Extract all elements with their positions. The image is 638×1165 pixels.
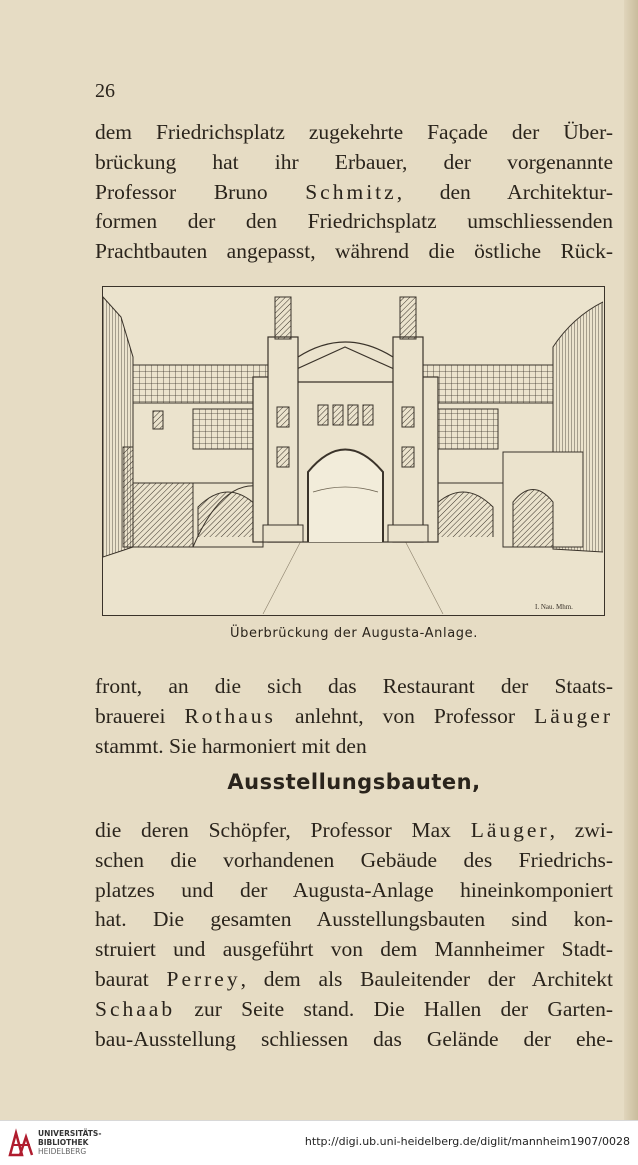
figure-caption: Überbrückung der Augusta-Anlage. (230, 626, 478, 641)
artist-signature: I. Nau. Mhm. (535, 603, 573, 611)
text-line: hat. Die gesamten Ausstellungsbauten sind kon- (95, 907, 613, 932)
text-line: baurat Perrey, dem als Bauleitender der Architekt (95, 966, 613, 991)
text-line: Schaab zur Seite stand. Die Hallen der Garten- (95, 996, 613, 1021)
middle-paragraph (95, 672, 613, 761)
page-number: 26 (95, 80, 115, 102)
text-line: formen der den Friedrichsplatz umschliessenden (95, 209, 613, 234)
bottom-paragraph (95, 816, 613, 1054)
top-paragraph (95, 118, 613, 267)
text-line: struiert und ausgeführt von dem Mannheimer Stadt- (95, 937, 613, 962)
illustration-figure (102, 286, 605, 616)
university-logo-icon (8, 1127, 38, 1159)
text-line: platzes und der Augusta-Anlage hineinkomponiert (95, 877, 613, 902)
source-url-link[interactable]: http://digi.ub.uni-heidelberg.de/diglit/mannheim1907/0028 (304, 1135, 630, 1148)
text-line: bau-Ausstellung schliessen das Gelände der ehe- (95, 1026, 613, 1051)
footer-bar (0, 1120, 638, 1165)
text-line: dem Friedrichsplatz zugekehrte Façade der Über- (95, 120, 613, 144)
text-line: brückung hat ihr Erbauer, der vorgenannte (95, 149, 613, 174)
text-line: die deren Schöpfer, Professor Max Läuger, zwi- (95, 818, 613, 842)
page-spine-shadow (624, 0, 638, 1120)
text-line: stammt. Sie harmoniert mit den (95, 733, 367, 758)
section-heading: Ausstellungsbauten, (227, 770, 481, 794)
text-line: Prachtbauten angepasst, während die östliche Rück- (95, 239, 613, 264)
text-line: brauerei Rothaus anlehnt, von Professor Läuger (95, 703, 613, 728)
text-line: schen die vorhandenen Gebäude des Friedrichs- (95, 847, 613, 872)
text-line: front, an die sich das Restaurant der Staats- (95, 674, 613, 698)
bridge-illustration (103, 287, 603, 614)
library-name: UNIVERSITÄTS- BIBLIOTHEK HEIDELBERG (38, 1129, 102, 1156)
text-line: Professor Bruno Schmitz, den Architektur- (95, 179, 613, 204)
